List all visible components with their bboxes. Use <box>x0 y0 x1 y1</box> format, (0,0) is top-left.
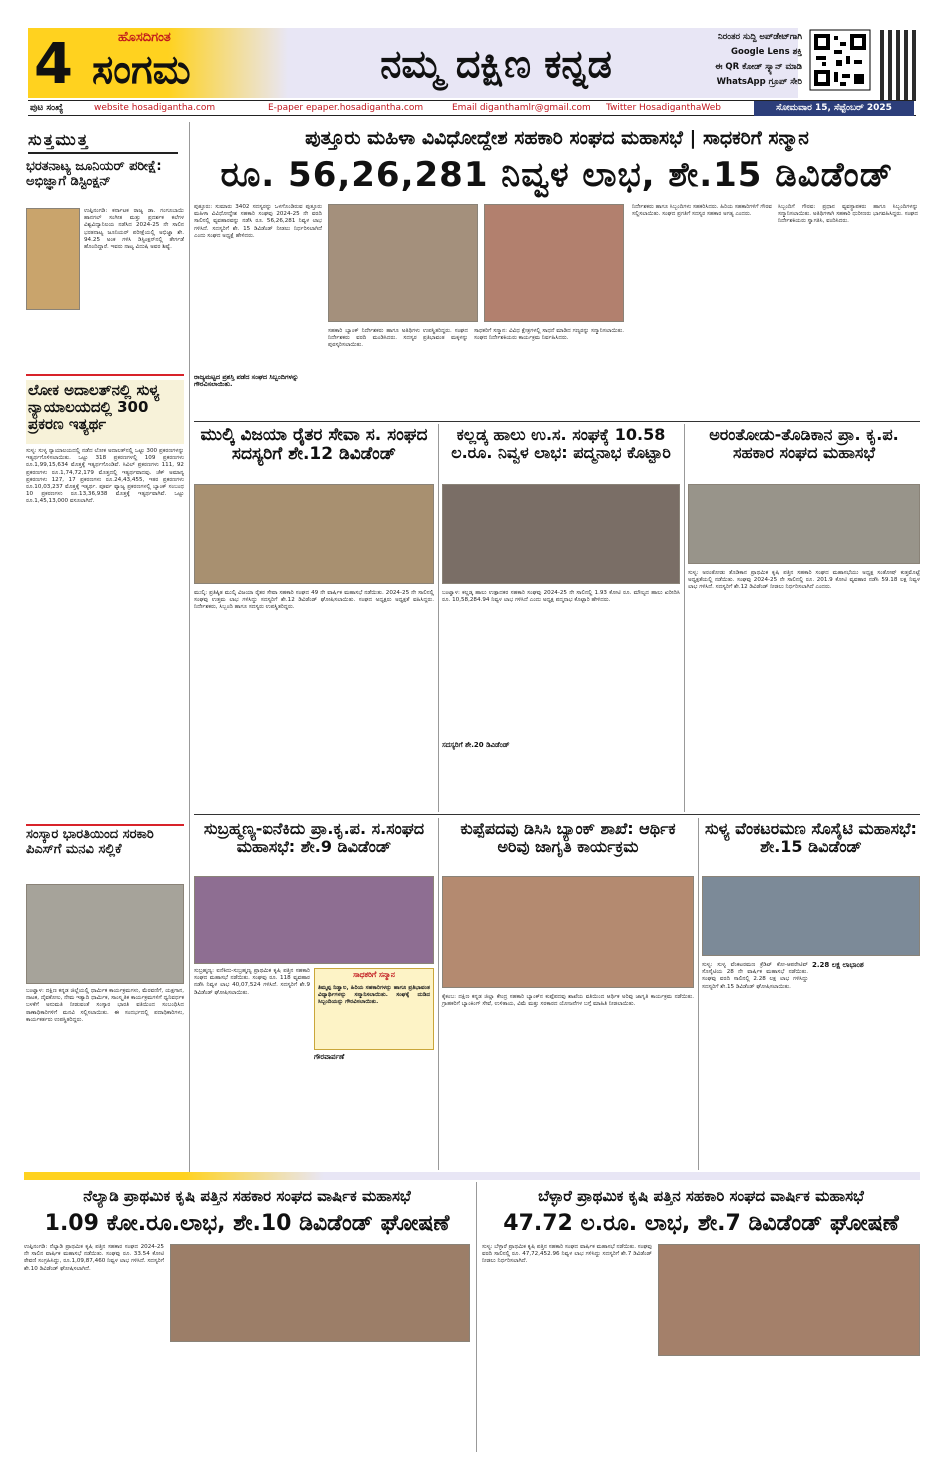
story-text: ಮುಲ್ಕಿ: ಪ್ರತಿಷ್ಠಿತ ಮುಲ್ಕಿ ವಿಜಯಾ ರೈತರ ಸೇವಾ ಸಹಕಾರಿ ಸಂಘದ 49 ನೇ ವಾರ್ಷಿಕ ಮಹಾಸಭೆ ನಡೆಯಿತು. 2024-25 ನೇ ಸಾಲಿನಲ್ಲಿ ಸಂಘವು ಉತ್ತಮ ಲಾಭ ಗಳಿಸಿದ್ದು ಸದಸ್ಯರಿಗೆ ಶೇ.12 ಡಿವಿಡೆಂಡ್ ಘೋಷಿಸಲಾಯಿತು. ಸಂಘದ ಅಧ್ಯಕ್ಷರು ಅಧ್ಯಕ್ಷತೆ ವಹಿಸಿದ್ದರು. ನಿರ್ದೇಶಕರು, ಸಿಬ್ಬಂದಿ ಹಾಗೂ ಸದಸ್ಯರು ಉಪಸ್ಥಿತರಿದ್ದರು. <box>194 590 434 611</box>
lead-photo-2 <box>484 204 624 322</box>
twitter-link[interactable]: Twitter HosadiganthaWeb <box>606 103 722 113</box>
story-photo <box>170 1244 470 1342</box>
story-nelyadi <box>24 1182 470 1452</box>
page-number: 4 <box>34 32 73 97</box>
story-text: ಕೈಕಂಬ: ದಕ್ಷಿಣ ಕನ್ನಡ ಜಿಲ್ಲಾ ಕೇಂದ್ರ ಸಹಕಾರಿ ಬ್ಯಾಂಕ್‌ನ ಕುಪ್ಪೆಪದವು ಶಾಖೆಯ ವತಿಯಿಂದ ಆರ್ಥಿಕ ಅರಿವು ಜಾಗೃತಿ ಕಾರ್ಯಕ್ರಮ ನಡೆಯಿತು. ಗ್ರಾಹಕರಿಗೆ ಬ್ಯಾಂಕಿಂಗ್ ಸೇವೆ, ಉಳಿತಾಯ, ವಿಮೆ ಮತ್ತು ಸರಕಾರದ ಯೋಜನೆಗಳ ಬಗ್ಗೆ ಮಾಹಿತಿ ನೀಡಲಾಯಿತು. <box>442 994 694 1008</box>
story-headline: ಲೋಕ ಅದಾಲತ್‌ನಲ್ಲಿ ಸುಳ್ಯ ನ್ಯಾಯಾಲಯದಲ್ಲಿ 300 ಪ್ರಕರಣ ಇತ್ಯರ್ಥ <box>26 380 184 444</box>
qr-line: Google Lens ಶಕ್ತಿ <box>731 47 802 57</box>
bottom-band <box>24 1172 920 1180</box>
lead-column-2: ಸಹಕಾರಿ ಬ್ಯಾಂಕ್ ನಿರ್ದೇಶಕರು ಹಾಗೂ ಅತಿಥಿಗಳು ಉಪಸ್ಥಿತರಿದ್ದರು. ಸಂಘದ ನಿರ್ದೇಶಕರು ವರದಿ ಮಂಡಿಸಿದರು. ಸದಸ್ಯರ ಪ್ರತಿಭಾವಂತ ಮಕ್ಕಳನ್ನು ಪುರಸ್ಕರಿಸಲಾಯಿತು. <box>328 328 468 349</box>
story-kuppepadavu <box>442 818 694 1170</box>
corner-stripes <box>880 30 916 100</box>
lead-story <box>194 122 920 420</box>
qr-code-icon <box>810 30 870 90</box>
left-column <box>24 122 186 1172</box>
pages-label: ಪುಟ ಸಂಖ್ಯೆ <box>30 103 64 113</box>
story-photo <box>194 876 434 964</box>
column-title: ಸುತ್ತಮುತ್ತ <box>28 126 178 154</box>
lead-headline: ರೂ. 56,26,281 ನಿವ್ವಳ ಲಾಭ, ಶೇ.15 ಡಿವಿಡೆಂಡ್ <box>220 155 894 195</box>
story-text: ಸುಬ್ರಹ್ಮಣ್ಯ: ಐನೆಕಿದು-ಸುಬ್ರಹ್ಮಣ್ಯ ಪ್ರಾಥಮಿಕ ಕೃಷಿ ಪತ್ತಿನ ಸಹಕಾರಿ ಸಂಘದ ಮಹಾಸಭೆ ನಡೆಯಿತು. ಸಂಘವು ರೂ. 118 ವ್ಯವಹಾರ ನಡೆಸಿ ನಿವ್ವಳ ಲಾಭ 40,07,524 ಗಳಿಸಿದೆ. ಸದಸ್ಯರಿಗೆ ಶೇ.9 ಡಿವಿಡೆಂಡ್ ಘೋಷಿಸಲಾಯಿತು. <box>194 968 310 996</box>
info-box-title: ಸಾಧಕರಿಗೆ ಸನ್ಮಾನ <box>353 970 395 979</box>
story-headline: ಸುಬ್ರಹ್ಮಣ್ಯ-ಐನೆಕಿದು ಪ್ರಾ.ಕೃ.ಪ. ಸ.ಸಂಘದ ಮಹಾಸಭೆ: ಶೇ.9 ಡಿವಿಡೆಂಡ್ <box>203 819 425 856</box>
story-headline: ಸುಳ್ಯ ವೆಂಕಟರಮಣ ಸೊಸೈಟಿ ಮಹಾಸಭೆ: ಶೇ.15 ಡಿವಿಡೆಂಡ್ <box>705 819 917 856</box>
email-link[interactable]: Email diganthamlr@gmail.com <box>452 103 591 113</box>
story-text: ಸುಳ್ಯ: ಸುಳ್ಯ ನ್ಯಾಯಾಲಯದಲ್ಲಿ ನಡೆದ ಲೋಕ ಅದಾಲತ್‌ನಲ್ಲಿ ಒಟ್ಟು 300 ಪ್ರಕರಣಗಳನ್ನು ಇತ್ಯರ್ಥಗೊಳಿಸಲಾಯಿತು. ಒಟ್ಟು 318 ಪ್ರಕರಣಗಳಲ್ಲಿ 109 ಪ್ರಕರಣಗಳು ರೂ.1,99,15,634 ಮೊತ್ತಕ್ಕೆ ಇತ್ಯರ್ಥಗೊಂಡಿವೆ. ಸಿವಿಲ್ ಪ್ರಕರಣಗಳು 111, 92 ಪ್ರಕರಣಗಳು ರೂ.1,74,72,179 ಮೊತ್ತದಲ್ಲಿ ಇತ್ಯರ್ಥವಾದವು. ಚೆಕ್ ಅಮಾನ್ಯ ಪ್ರಕರಣಗಳು 127, 17 ಪ್ರಕರಣಗಳು ರೂ.24,43,455, ಇತರ ಪ್ರಕರಣಗಳು ರೂ.10,03,237 ಮೊತ್ತಕ್ಕೆ ಇತ್ಯರ್ಥ. ಪೂರ್ವ ವ್ಯಾಜ್ಯ ಪ್ರಕರಣಗಳಲ್ಲಿ ಬ್ಯಾಂಕ್ ಸಂಬಂಧ 10 ಪ್ರಕರಣಗಳು ರೂ.13,36,938 ಮೊತ್ತಕ್ಕೆ ಇತ್ಯರ್ಥವಾಗಿವೆ. ಒಟ್ಟು ರೂ.1,45,13,000 ವಸೂಲಾಗಿದೆ. <box>26 448 184 505</box>
column-rule <box>698 818 699 1170</box>
story-arantodu <box>688 424 920 812</box>
section-divider <box>26 374 184 376</box>
story-mulki <box>194 424 434 812</box>
lead-subhead: ರಾಜ್ಯಮಟ್ಟದ ಪ್ರಶಸ್ತಿ ಪಡೆದ ಸಂಘದ ಸಿಬ್ಬಂದಿಗಳನ್ನು ಗೌರವಿಸಲಾಯಿತು. <box>194 373 299 389</box>
qr-caption <box>690 30 802 94</box>
story-text: ಉಪ್ಪಿನಂಗಡಿ: ಕರ್ನಾಟಕ ರಾಜ್ಯ ಡಾ. ಗಂಗೂಬಾಯಿ ಹಾನಗಲ್ ಸಂಗೀತ ಮತ್ತು ಪ್ರದರ್ಶಕ ಕಲೆಗಳ ವಿಶ್ವವಿದ್ಯಾನಿಲಯ ನಡೆಸಿದ 2024-25 ನೇ ಸಾಲಿನ ಭರತನಾಟ್ಯ ಜೂನಿಯರ್ ಪರೀಕ್ಷೆಯಲ್ಲಿ ಅಭಿಜ್ಞಾ ಶೇ. 94.25 ಅಂಕ ಗಳಿಸಿ ಡಿಸ್ಟಿಂಕ್ಷನ್‌ನಲ್ಲಿ ತೇರ್ಗಡೆ ಹೊಂದಿದ್ದಾರೆ. ಇವರು ನಾಟ್ಯ ವಿದುಷಿ ಅವರ ಶಿಷ್ಯೆ. <box>84 208 184 251</box>
info-box <box>314 968 434 1050</box>
info-box-text: ತಿಮ್ಮಪ್ಪ ನಿಡ್ವಾಲ, ಹಿರಿಯ ಸಹಕಾರಿಗಳನ್ನು ಹಾಗೂ ಪ್ರತಿಭಾವಂತ ವಿದ್ಯಾರ್ಥಿಗಳನ್ನು ಸನ್ಮಾನಿಸಲಾಯಿತು. ಸಂಘಕ್ಕೆ ದುಡಿದ ಸಿಬ್ಬಂದಿಯನ್ನು ಗೌರವಿಸಲಾಯಿತು. <box>318 985 430 1006</box>
lead-column-4: ನಿರ್ದೇಶಕರು ಹಾಗೂ ಸಿಬ್ಬಂದಿಗಳು ಸಹಕರಿಸಿದರು. ಹಿರಿಯ ಸಹಕಾರಿಗಳಿಗೆ ಗೌರವ ಸಲ್ಲಿಸಲಾಯಿತು. ಸಂಘದ ಪ್ರಗತಿಗೆ ಸದಸ್ಯರ ಸಹಕಾರ ಅಗತ್ಯ ಎಂದರು. <box>632 204 772 218</box>
story-venkataramana <box>702 818 920 1170</box>
section-divider <box>26 824 184 826</box>
section-name: ಸಂಗಮ <box>92 47 191 93</box>
story-subhead: ಗೌರವಾರ್ಪಣೆ <box>314 1053 345 1061</box>
column-rule <box>189 122 190 1172</box>
qr-line: ಈ QR ಕೋಡ್ ಸ್ಕ್ಯಾನ್ ಮಾಡಿ <box>715 62 802 72</box>
column-rule <box>438 818 439 1170</box>
column-rule <box>684 424 685 812</box>
story-kicker: ನೆಲ್ಯಾಡಿ ಪ್ರಾಥಮಿಕ ಕೃಷಿ ಪತ್ತಿನ ಸಹಕಾರ ಸಂಘದ ವಾರ್ಷಿಕ ಮಹಾಸಭೆ <box>83 1187 411 1205</box>
story-text: ಬಂಟ್ವಾಳ: ದಕ್ಷಿಣ ಕನ್ನಡ ಜಿಲ್ಲೆಯಲ್ಲಿ ಧಾರ್ಮಿಕ ಕಾರ್ಯಕ್ರಮಗಳು, ಮೆರವಣಿಗೆ, ಯಕ್ಷಗಾನ, ನಾಟಕ, ದೈವಕೋಲ, ನೇಮ ಇತ್ಯಾದಿ ಧಾರ್ಮಿಕ, ಸಾಂಸ್ಕೃತಿಕ ಕಾರ್ಯಕ್ರಮಗಳಿಗೆ ಧ್ವನಿವರ್ಧಕ ಬಳಕೆಗೆ ಅನುಮತಿ ನೀಡುವಂತೆ ಸಂಸ್ಕಾರ ಭಾರತಿ ವತಿಯಿಂದ ಸಂಬಂಧಿಸಿದ ಠಾಣಾಧಿಕಾರಿಗಳಿಗೆ ಮನವಿ ಸಲ್ಲಿಸಲಾಯಿತು. ಈ ಸಂದರ್ಭದಲ್ಲಿ ಪದಾಧಿಕಾರಿಗಳು, ಕಾರ್ಯಕರ್ತರು ಉಪಸ್ಥಿತರಿದ್ದರು. <box>26 988 184 1023</box>
lead-kicker: ಪುತ್ತೂರು ಮಹಿಳಾ ವಿವಿಧೋದ್ದೇಶ ಸಹಕಾರಿ ಸಂಘದ ಮಹಾಸಭೆ | ಸಾಧಕರಿಗೆ ಸನ್ಮಾನ <box>305 127 809 149</box>
story-photo <box>702 876 920 956</box>
brand-name: ಹೊಸದಿಗಂತ <box>118 30 171 45</box>
story-subhead: 2.28 ಲಕ್ಷ ಲಾಭಾಂಶ <box>812 961 864 969</box>
story-headline: 1.09 ಕೋ.ರೂ.ಲಾಭ, ಶೇ.10 ಡಿವಿಡೆಂಡ್ ಘೋಷಣೆ <box>44 1211 450 1236</box>
qr-line: ನಿರಂತರ ಸುದ್ದಿ ಅಪ್‌ಡೇಟ್‌ಗಾಗಿ <box>718 32 802 42</box>
story-photo <box>658 1244 920 1356</box>
story-kicker: ಬೆಳ್ಳಾರೆ ಪ್ರಾಥಮಿಕ ಕೃಷಿ ಪತ್ತಿನ ಸಹಕಾರಿ ಸಂಘದ ವಾರ್ಷಿಕ ಮಹಾಸಭೆ <box>538 1187 864 1205</box>
lead-column-5: ಸಿಬ್ಬಂದಿಗೆ ಗೌರವ: ಪ್ರಧಾನ ವ್ಯವಸ್ಥಾಪಕರು ಹಾಗೂ ಸಿಬ್ಬಂದಿಗಳನ್ನು ಸನ್ಮಾನಿಸಲಾಯಿತು. ಅತಿಥಿಗಳಾಗಿ ಸಹಕಾರಿ ಧುರೀಣರು ಭಾಗವಹಿಸಿದ್ದರು. ಸಂಘದ ನಿರ್ದೇಶಕಿಯರು ಸ್ವಾಗತಿಸಿ, ವಂದಿಸಿದರು. <box>778 204 918 225</box>
story-photo <box>194 484 434 584</box>
portrait-photo <box>26 208 80 310</box>
story-subhead: ಸದಸ್ಯರಿಗೆ ಶೇ.20 ಡಿವಿಡೆಂಡ್ <box>442 741 510 749</box>
story-text: ಉಪ್ಪಿನಂಗಡಿ: ನೆಲ್ಯಾಡಿ ಪ್ರಾಥಮಿಕ ಕೃಷಿ ಪತ್ತಿನ ಸಹಕಾರ ಸಂಘದ 2024-25 ನೇ ಸಾಲಿನ ವಾರ್ಷಿಕ ಮಹಾಸಭೆ ನಡೆಯಿತು. ಸಂಘವು ರೂ. 33.54 ಕೋಟಿ ಠೇವಣಿ ಸಂಗ್ರಹಿಸಿದ್ದು, ರೂ.1,09,87,460 ನಿವ್ವಳ ಲಾಭ ಗಳಿಸಿದೆ. ಸದಸ್ಯರಿಗೆ ಶೇ.10 ಡಿವಿಡೆಂಡ್ ಘೋಷಿಸಲಾಗಿದೆ. <box>24 1244 164 1272</box>
lead-column-3: ಸಾಧಕರಿಗೆ ಸನ್ಮಾನ: ವಿವಿಧ ಕ್ಷೇತ್ರಗಳಲ್ಲಿ ಸಾಧನೆ ಮಾಡಿದ ಗಣ್ಯರನ್ನು ಸನ್ಮಾನಿಸಲಾಯಿತು. ಸಂಘದ ನಿರ್ದೇಶಕಿಯರು ಕಾರ್ಯಕ್ರಮ ನಿರ್ವಹಿಸಿದರು. <box>474 328 624 342</box>
story-headline: ಅರಂತೋಡು-ತೊಡಿಕಾನ ಪ್ರಾ. ಕೃ.ಪ. ಸಹಕಾರ ಸಂಘದ ಮಹಾಸಭೆ <box>709 425 899 462</box>
story-headline: ಭರತನಾಟ್ಯ ಜೂನಿಯರ್ ಪರೀಕ್ಷೆ: ಅಭಿಜ್ಞಾಗೆ ಡಿಸ್ಟಿಂಕ್ಷನ್ <box>26 159 162 189</box>
column-rule <box>438 424 439 812</box>
story-subrahmanya <box>194 818 434 1170</box>
story-text: ಸುಳ್ಯ: ಅರಂತೋಡು ತೊಡಿಕಾನ ಪ್ರಾಥಮಿಕ ಕೃಷಿ ಪತ್ತಿನ ಸಹಕಾರಿ ಸಂಘದ ಮಹಾಸಭೆಯು ಅಧ್ಯಕ್ಷ ಸಂತೋಷ್ ಕುತ್ತಮೊಟ್ಟೆ ಅಧ್ಯಕ್ಷತೆಯಲ್ಲಿ ನಡೆಯಿತು. ಸಂಘವು 2024-25 ನೇ ಸಾಲಿನಲ್ಲಿ ರೂ. 201.9 ಕೋಟಿ ವ್ಯವಹಾರ ನಡೆಸಿ 59.18 ಲಕ್ಷ ನಿವ್ವಳ ಲಾಭ ಗಳಿಸಿದೆ. ಸದಸ್ಯರಿಗೆ ಶೇ.12 ಡಿವಿಡೆಂಡ್ ನೀಡಲು ನಿರ್ಧರಿಸಲಾಗಿದೆ ಎಂದರು. <box>688 570 920 591</box>
page-title: ನಮ್ಮ ದಕ್ಷಿಣ ಕನ್ನಡ <box>380 42 612 86</box>
story-headline: ಮುಲ್ಕಿ ವಿಜಯಾ ರೈತರ ಸೇವಾ ಸ. ಸಂಘದ ಸದಸ್ಯರಿಗೆ ಶೇ.12 ಡಿವಿಡೆಂಡ್ <box>200 425 428 465</box>
qr-line: WhatsApp ಗ್ರೂಪ್ ಸೇರಿ <box>716 77 802 87</box>
story-photo <box>26 884 184 984</box>
story-headline: ಕಲ್ಲಡ್ಕ ಹಾಲು ಉ.ಸ. ಸಂಘಕ್ಕೆ 10.58 ಲ.ರೂ. ನಿವ್ವಳ ಲಾಭ: ಪದ್ಮನಾಭ ಕೊಟ್ಟಾರಿ <box>451 425 671 462</box>
story-text: ಸುಳ್ಯ: ಬೆಳ್ಳಾರೆ ಪ್ರಾಥಮಿಕ ಕೃಷಿ ಪತ್ತಿನ ಸಹಕಾರಿ ಸಂಘದ ವಾರ್ಷಿಕ ಮಹಾಸಭೆ ನಡೆಯಿತು. ಸಂಘವು ವರದಿ ಸಾಲಿನಲ್ಲಿ ರೂ. 47,72,452.96 ನಿವ್ವಳ ಲಾಭ ಗಳಿಸಿದ್ದು ಸದಸ್ಯರಿಗೆ ಶೇ.7 ಡಿವಿಡೆಂಡ್ ನೀಡಲು ನಿರ್ಧರಿಸಲಾಗಿದೆ. <box>482 1244 652 1265</box>
column-rule <box>476 1182 477 1452</box>
story-photo <box>442 484 680 584</box>
story-headline: 47.72 ಲ.ರೂ. ಲಾಭ, ಶೇ.7 ಡಿವಿಡೆಂಡ್ ಘೋಷಣೆ <box>503 1211 899 1236</box>
story-text: ಬಂಟ್ವಾಳ: ಕಲ್ಲಡ್ಕ ಹಾಲು ಉತ್ಪಾದಕರ ಸಹಕಾರಿ ಸಂಘವು 2024-25 ನೇ ಸಾಲಿನಲ್ಲಿ 1.93 ಕೋಟಿ ರೂ. ಮೌಲ್ಯದ ಹಾಲು ಖರೀದಿಸಿ ರೂ. 10,58,284.94 ನಿವ್ವಳ ಲಾಭ ಗಳಿಸಿದೆ ಎಂದು ಅಧ್ಯಕ್ಷ ಪದ್ಮನಾಭ ಕೊಟ್ಟಾರಿ ಹೇಳಿದರು. <box>442 590 680 604</box>
story-kalladka <box>442 424 680 812</box>
story-headline: ಕುಪ್ಪೆಪದವು ಡಿಸಿಸಿ ಬ್ಯಾಂಕ್ ಶಾಖೆ: ಆರ್ಥಿಕ ಅರಿವು ಜಾಗೃತಿ ಕಾರ್ಯಕ್ರಮ <box>460 819 676 856</box>
epaper-link[interactable]: E-paper epaper.hosadigantha.com <box>268 103 424 113</box>
story-text: ಸುಳ್ಯ: ಸುಳ್ಯ ವೆಂಕಟರಮಣ ಕ್ರೆಡಿಟ್ ಕೋ-ಆಪರೇಟಿವ್ ಸೊಸೈಟಿಯ 28 ನೇ ವಾರ್ಷಿಕ ಮಹಾಸಭೆ ನಡೆಯಿತು. ಸಂಘವು ವರದಿ ಸಾಲಿನಲ್ಲಿ 2.28 ಲಕ್ಷ ಲಾಭ ಗಳಿಸಿದ್ದು ಸದಸ್ಯರಿಗೆ ಶೇ.15 ಡಿವಿಡೆಂಡ್ ಘೋಷಿಸಲಾಯಿತು. <box>702 962 808 990</box>
story-photo <box>688 484 920 564</box>
lead-column-1: ಪುತ್ತೂರು: ಸುಮಾರು 3402 ಸದಸ್ಯರನ್ನು ಒಳಗೊಂಡಿರುವ ಪುತ್ತೂರು ಮಹಿಳಾ ವಿವಿಧೋದ್ದೇಶ ಸಹಕಾರಿ ಸಂಘವು 2024-25 ನೇ ವರದಿ ಸಾಲಿನಲ್ಲಿ ವ್ಯವಹಾರವನ್ನು ನಡೆಸಿ ರೂ. 56,26,281 ನಿವ್ವಳ ಲಾಭ ಗಳಿಸಿದೆ. ಸದಸ್ಯರಿಗೆ ಶೇ. 15 ಡಿವಿಡೆಂಡ್ ನೀಡಲು ನಿರ್ಧರಿಸಲಾಗಿದೆ ಎಂದು ಸಂಘದ ಅಧ್ಯಕ್ಷೆ ಹೇಳಿದರು. <box>194 204 322 239</box>
website-link[interactable]: website hosadiganthа.com <box>94 103 216 113</box>
info-bar <box>28 100 916 116</box>
row-rule <box>194 421 920 422</box>
row-rule <box>194 814 920 815</box>
date-stamp: ಸೋಮವಾರ 15, ಸೆಪ್ಟೆಂಬರ್ 2025 <box>754 101 914 116</box>
masthead <box>0 0 945 100</box>
story-headline: ಸಂಸ್ಕಾರ ಭಾರತಿಯಿಂದ ಸರಕಾರಿ ಪಿಎಸ್‌ಗೆ ಮನವಿ ಸಲ್ಲಿಕೆ <box>26 827 154 857</box>
story-bellare <box>482 1182 920 1452</box>
lead-photo-1 <box>328 204 478 322</box>
story-photo <box>442 876 694 988</box>
